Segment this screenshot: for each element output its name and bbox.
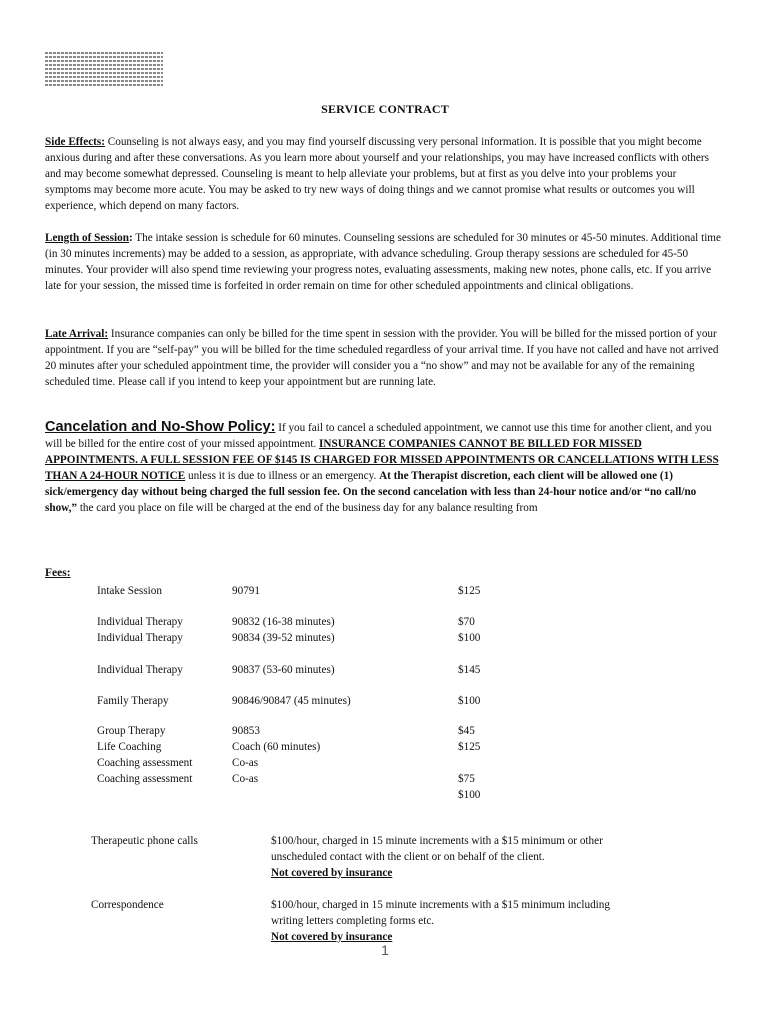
fee-price: $75 (458, 773, 475, 785)
side-effects-paragraph (45, 134, 725, 214)
fees-label: Fees: (45, 567, 71, 579)
correspondence-label: Correspondence (91, 899, 164, 911)
length-of-session-colon: : (128, 232, 133, 244)
cancelation-label: Cancelation and No-Show Policy: (45, 419, 276, 435)
length-of-session-text: The intake session is schedule for 60 minutes. Counseling sessions are scheduled for 30 minutes or 45-50 minutes. Additional time (in 30 minutes increments) may be added to a session, as appropriate, with advance scheduling. Group therapy sessions are scheduled for 45-50 minutes. Your provider will also spend time reviewing your progress notes, evaluating assessments, making new notes, phone calls, etc. If you arrive late for your session, the missed time is forfeited in order remain on time for other scheduled appointments and clinical obligations. (45, 232, 721, 292)
fee-price: $100 (458, 632, 481, 644)
fee-price: $125 (458, 741, 481, 753)
late-arrival-paragraph (45, 326, 725, 390)
cancelation-text-3: unless it is due to illness or an emergency. (185, 470, 380, 482)
fee-service: Coaching assessment (97, 757, 193, 769)
fee-price: $100 (458, 789, 481, 801)
side-effects-text: Counseling is not always easy, and you may find yourself discussing very personal information. It is possible that you might become anxious during and after these conversations. As you learn more about yourself and your relationships, you may have increased conflicts with others and may become somewhat depressed. Counseling is meant to help alleviate your problems, but at first as you delve into your problems your symptoms may become more acute. You may be asked to try new ways of doing things and we cannot promise what results or outcomes you will experience, which depend on many factors. (45, 136, 709, 212)
length-of-session-paragraph (45, 230, 725, 294)
fee-code: Co-as (232, 773, 259, 785)
cancelation-text-1: If you fail to cancel a scheduled appointment, we cannot use this time for another client, and you will be billed for the entire cost of your missed appointment. (45, 422, 712, 450)
fee-code: 90837 (53-60 minutes) (232, 664, 335, 676)
correspondence-desc-text: $100/hour, charged in 15 minute increments with a $15 minimum including writing letters completing forms etc. (271, 899, 610, 927)
fee-code: 90832 (16-38 minutes) (232, 616, 335, 628)
fee-service: Family Therapy (97, 695, 169, 707)
fee-code: Co-as (232, 757, 259, 769)
page-number: 1 (381, 942, 389, 958)
late-arrival-text: Insurance companies can only be billed for the time spent in session with the provider. You will be billed for the missed portion of your appointment. If you are “self-pay” you will be billed for the time scheduled regardless of your arrival time. If you have not called and have not arrived 20 minutes after your scheduled appointment time, the provider will consider you a “no show” and may not be available for any of the remaining scheduled time. Please call if you intend to keep your appointment but are running late. (45, 328, 719, 388)
phone-calls-label: Therapeutic phone calls (91, 835, 198, 847)
fee-price: $125 (458, 585, 481, 597)
fee-service: Group Therapy (97, 725, 166, 737)
correspondence-description (271, 897, 631, 945)
fee-code: 90834 (39-52 minutes) (232, 632, 335, 644)
page-title: SERVICE CONTRACT (321, 102, 449, 116)
fee-service: Coaching assessment (97, 773, 193, 785)
logo-image (45, 52, 163, 86)
fee-code: Coach (60 minutes) (232, 741, 321, 753)
phone-calls-description (271, 833, 631, 881)
fee-service: Life Coaching (97, 741, 162, 753)
phone-calls-desc-text: $100/hour, charged in 15 minute increments with a $15 minimum or other unscheduled contact with the client or on behalf of the client. (271, 835, 603, 863)
fee-service: Individual Therapy (97, 632, 183, 644)
fee-price: $70 (458, 616, 475, 628)
fee-code: 90791 (232, 585, 260, 597)
cancelation-text-5: the card you place on file will be charged at the end of the business day for any balance resulting from (77, 502, 538, 514)
fee-price: $145 (458, 664, 481, 676)
phone-calls-insurance-note: Not covered by insurance (271, 867, 393, 879)
correspondence-insurance-note: Not covered by insurance (271, 931, 393, 943)
fee-price: $100 (458, 695, 481, 707)
fee-price: $45 (458, 725, 475, 737)
fee-service: Individual Therapy (97, 616, 183, 628)
late-arrival-label: Late Arrival: (45, 328, 109, 340)
fee-service: Intake Session (97, 585, 162, 597)
length-of-session-label: Length of Session (45, 232, 129, 244)
fee-code: 90846/90847 (45 minutes) (232, 695, 351, 707)
cancelation-text-4: At the Therapist discretion, each client will be allowed one (1) sick/emergency day without being charged the full session fee. On the second cancelation with less than 24-hour notice and/or “no call/no show,” (45, 470, 697, 514)
fee-code: 90853 (232, 725, 260, 737)
side-effects-label: Side Effects: (45, 136, 105, 148)
cancelation-paragraph (45, 419, 725, 516)
cancelation-text-2: INSURANCE COMPANIES CANNOT BE BILLED FOR MISSED APPOINTMENTS. A FULL SESSION FEE OF $145 IS CHARGED FOR MISSED APPOINTMENTS OR CANCELLATIONS WITH LESS THAN A 24-HOUR NOTICE (45, 438, 719, 482)
fee-service: Individual Therapy (97, 664, 183, 676)
